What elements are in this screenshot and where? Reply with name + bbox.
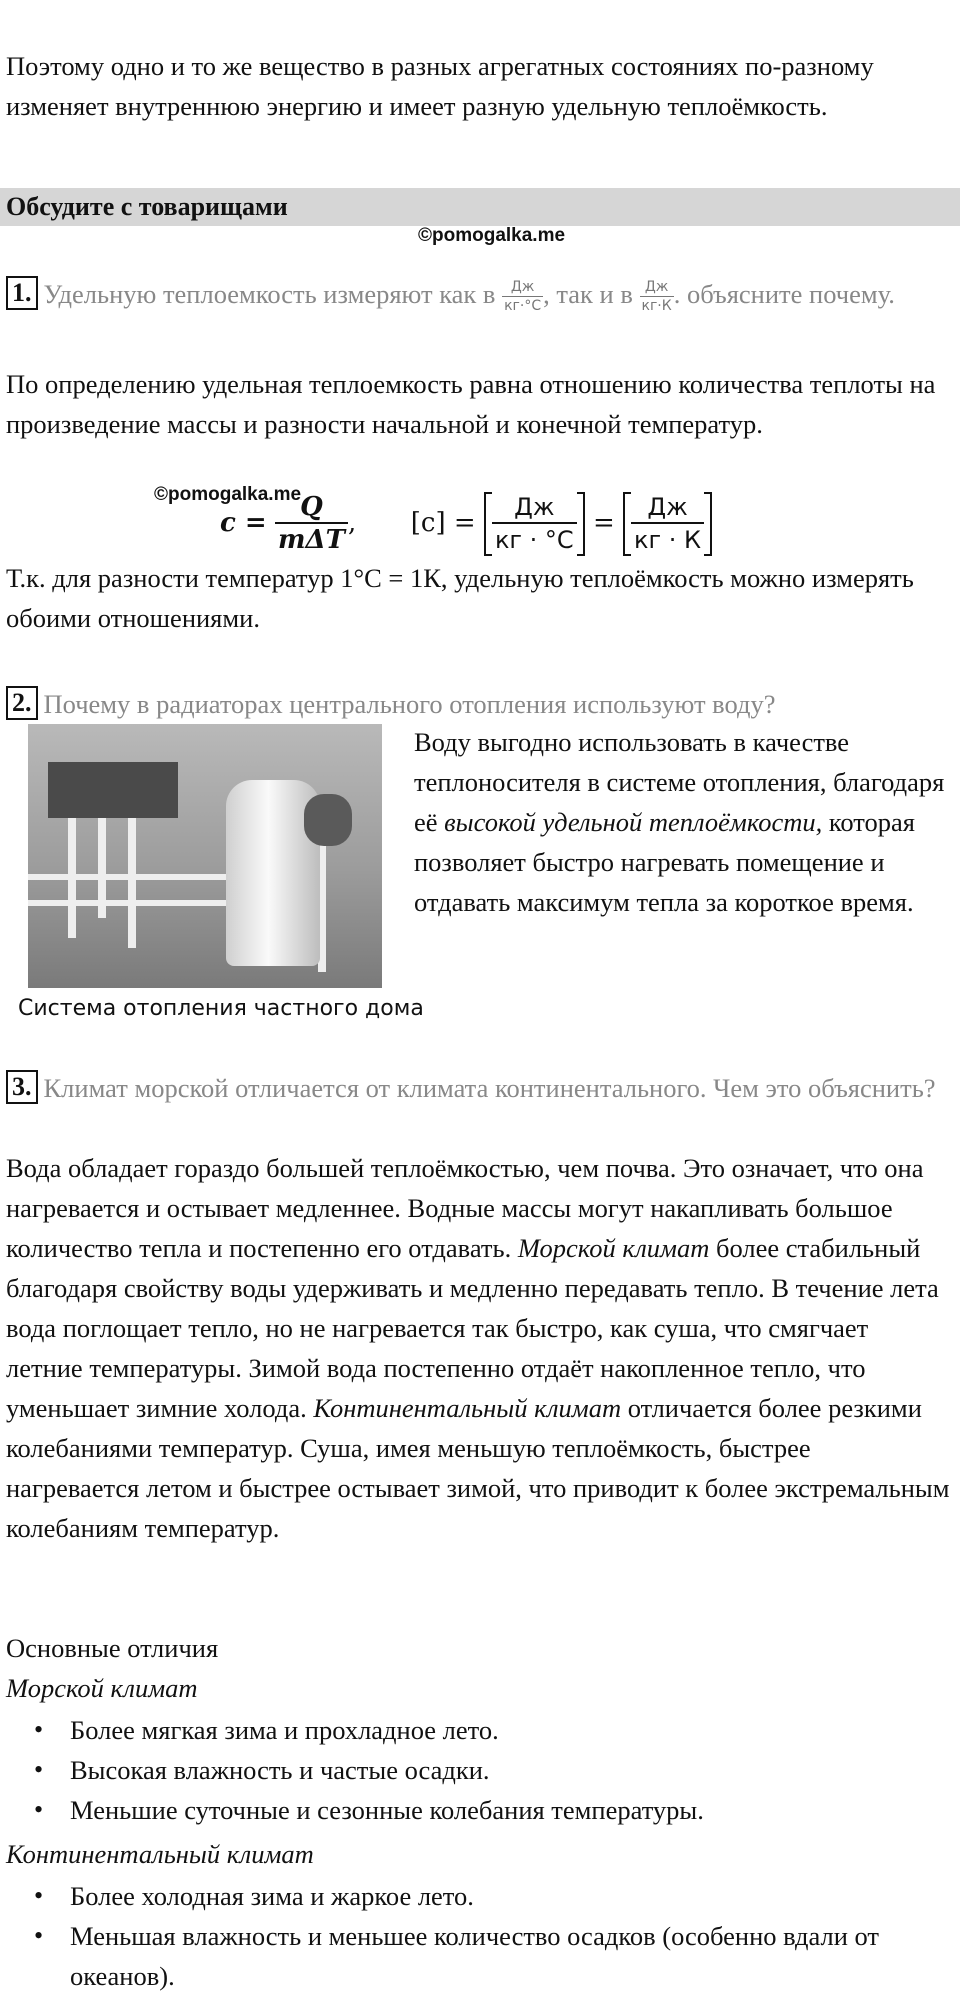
formula-fraction: $\frac{Q}{\text{mΔT}}$ <box>275 492 348 556</box>
continental-climate-term: Континентальный климат <box>313 1393 622 1423</box>
answer-1: По определению удельная теплоемкость равна отношению количества теплоты на произведение массы и разности начальной и конечной температур. <box>6 369 936 439</box>
list-item: • Более холодная зима и жаркое лето. <box>30 1876 950 1916</box>
watermark: ©pomogalka.me <box>418 225 566 246</box>
units-lhs: [c] = <box>410 508 476 538</box>
photo-caption: Система отопления частного дома <box>18 996 424 1021</box>
watermark: ©pomogalka.me <box>154 484 302 505</box>
question-number: 1. <box>6 276 38 310</box>
formula: c = $\frac{Q}{\text{mΔT}}$ , [c] = $\frac{Дж}{кг \cdot ^\circ С}$ = $\frac{Дж}{кг \cdot К}$ <box>220 492 740 558</box>
question-text: Удельную теплоемкость измеряют как в <box>43 279 496 309</box>
list-item: • Высокая влажность и частые осадки. <box>30 1750 950 1790</box>
continental-climate-list <box>30 1876 950 1996</box>
differences-title: Основные отличия <box>6 1633 219 1663</box>
answer-3: Вода обладает гораздо большей теплоёмкостью, чем почва. Это означает, что она нагревается и остывает медленнее. Водные массы могут накапливать большое количество тепла и постепенно его отдавать. Морской климат более стабильный благодаря свойству воды удерживать и медленно передавать тепло. В течение лета вода поглощает тепло, но не нагревается так быстро, как суша, что смягчает летние температуры. Зимой вода постепенно отдаёт накопленное тепло, что уменьшает зимние холода. Континентальный климат отличается более резкими колебаниями температур. Суша, имея меньшую теплоёмкость, быстрее нагревается летом и быстрее остывает зимой, что приводит к более экстремальным колебаниям температур. <box>6 1153 950 1543</box>
answer-2: Воду выгодно использовать в качестве теплоносителя в системе отопления, благодаря её высокой удельной теплоёмкости, которая позволяет быстро нагревать помещение и отдавать максимум тепла за короткое время. <box>414 727 945 917</box>
question-text: Климат морской отличается от климата континентального. Чем это объяснить? <box>43 1073 936 1103</box>
unit-fraction-kelvin: $\frac{Дж}{кг\cdot К}$ <box>641 279 672 315</box>
expansion-tank <box>304 794 352 846</box>
marine-climate-list <box>30 1710 950 1830</box>
units-fraction-kelvin: $\frac{Дж}{кг \cdot К}$ <box>631 492 704 556</box>
list-item: • Меньшие суточные и сезонные колебания температуры. <box>30 1790 950 1830</box>
question-1: 1. Удельную теплоемкость измеряют как в $\frac{Дж}{кг\cdot^\circ С}$ , так и в $\frac{Дж}{кг\cdot К}$ . объясните почему. <box>6 274 950 315</box>
discuss-banner <box>0 188 960 226</box>
marine-climate-term: Морской климат <box>517 1233 710 1263</box>
question-3 <box>6 1068 950 1108</box>
marine-climate-heading: Морской климат <box>6 1673 198 1703</box>
question-number: 3. <box>6 1070 38 1104</box>
question-text: Почему в радиаторах центрального отопления используют воду? <box>43 689 776 719</box>
question-2 <box>6 684 950 724</box>
intro-paragraph: Поэтому одно и то же вещество в разных агрегатных состояниях по-разному изменяет внутреннюю энергию и имеет разную удельную теплоёмкость. <box>6 51 874 121</box>
answer-1-conclusion: Т.к. для разности температур 1°С = 1К, удельную теплоёмкость можно измерять обоими отношениями. <box>6 563 914 633</box>
question-number: 2. <box>6 686 38 720</box>
unit-fraction-celsius: $\frac{Дж}{кг\cdot^\circ С}$ <box>504 279 542 315</box>
list-item: • Меньшая влажность и меньшее количество осадков (особенно вдали от океанов). <box>30 1916 950 1996</box>
heating-system-photo <box>28 724 382 988</box>
list-item: • Более мягкая зима и прохладное лето. <box>30 1710 950 1750</box>
continental-climate-heading: Континентальный климат <box>6 1839 314 1869</box>
units-fraction-celsius: $\frac{Дж}{кг \cdot ^\circ С}$ <box>492 492 577 556</box>
banner-title: Обсудите с товарищами <box>6 192 288 221</box>
